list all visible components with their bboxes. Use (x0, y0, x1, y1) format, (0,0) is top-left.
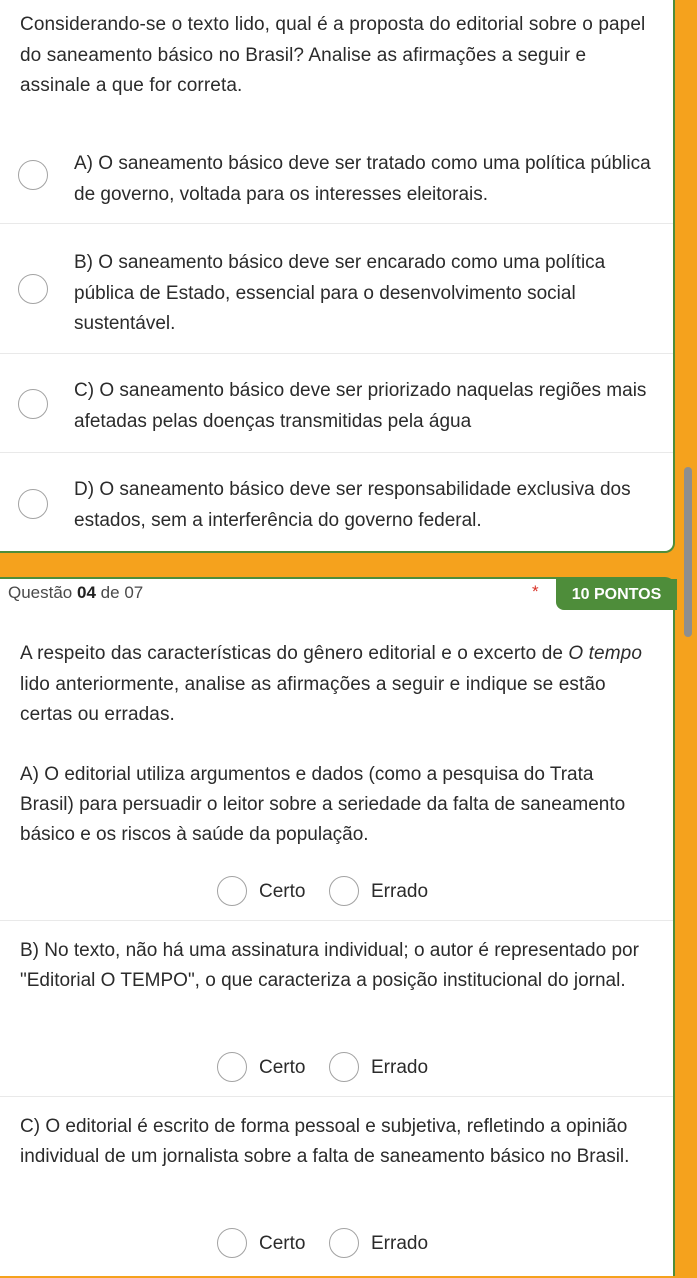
label-b-certo[interactable]: Certo (259, 1057, 306, 1078)
radio-b-errado[interactable] (329, 1052, 359, 1082)
question-counter (8, 583, 143, 603)
question-counter-prefix: Questão (8, 583, 73, 602)
label-a-errado[interactable]: Errado (371, 881, 429, 902)
statement-c-text: C) O editorial é escrito de forma pessoal e subjetiva, refletindo a opinião individual de um jornalista sobre a falta de saneamento básico no Brasil. (20, 1116, 630, 1167)
option-d-text: D) O saneamento básico deve ser responsabilidade exclusiva dos estados, sem a interferência do governo federal. (74, 479, 631, 531)
question-3-text: Considerando-se o texto lido, qual é a proposta do editorial sobre o papel do saneamento básico no Brasil? Analise as afirmações a seguir e assinale a que for correta. (20, 14, 646, 96)
option-b-text: B) O saneamento básico deve ser encarado como uma política pública de Estado, essencial para o desenvolvimento social sustentável. (74, 252, 606, 334)
radio-a-errado[interactable] (329, 876, 359, 906)
option-b[interactable] (0, 224, 673, 354)
radio-c-errado[interactable] (329, 1228, 359, 1258)
required-mark: * (532, 582, 539, 601)
radio-option-b[interactable] (18, 274, 48, 304)
prompt-title: O tempo (568, 643, 642, 664)
statement-c (0, 1097, 673, 1278)
radio-option-c[interactable] (18, 389, 48, 419)
radio-option-a[interactable] (18, 160, 48, 190)
statement-b (0, 921, 673, 1097)
question-counter-mid: de (100, 583, 120, 602)
statement-b-text: B) No texto, não há uma assinatura individual; o autor é representado por "Editorial O TEMPO", o que caracteriza a posição institucional do jornal. (20, 940, 639, 991)
radio-c-certo[interactable] (217, 1228, 247, 1258)
scrollbar-thumb[interactable] (684, 467, 692, 637)
label-a-certo[interactable]: Certo (259, 881, 306, 902)
statement-a-text: A) O editorial utiliza argumentos e dados (como a pesquisa do Trata Brasil) para persuadir o leitor sobre a seriedade da falta de saneamento básico e os riscos à saúde da população. (20, 764, 626, 845)
question-4-prompt (20, 639, 650, 731)
question-4-card (0, 577, 675, 1276)
question-total: 07 (124, 583, 144, 602)
points-badge: 10 PONTOS (556, 579, 677, 610)
statement-a (0, 749, 673, 921)
option-d[interactable] (0, 453, 673, 551)
option-a-text: A) O saneamento básico deve ser tratado como uma política pública de governo, voltada para os interesses eleitorais. (74, 153, 651, 205)
label-c-errado[interactable]: Errado (371, 1233, 429, 1254)
radio-option-d[interactable] (18, 489, 48, 519)
question-number: 04 (77, 583, 96, 602)
label-c-certo[interactable]: Certo (259, 1233, 306, 1254)
radio-a-certo[interactable] (217, 876, 247, 906)
question-3-card (0, 0, 675, 553)
prompt-part-1: A respeito das características do gênero editorial e o excerto de (20, 643, 564, 664)
prompt-part-2: lido anteriormente, analise as afirmações a seguir e indique se estão certas ou erradas. (20, 673, 606, 725)
option-a[interactable] (0, 135, 673, 224)
option-c-text: C) O saneamento básico deve ser priorizado naquelas regiões mais afetadas pelas doenças transmitidas pela água (74, 380, 647, 432)
radio-b-certo[interactable] (217, 1052, 247, 1082)
label-b-errado[interactable]: Errado (371, 1057, 429, 1078)
option-c[interactable] (0, 354, 673, 453)
